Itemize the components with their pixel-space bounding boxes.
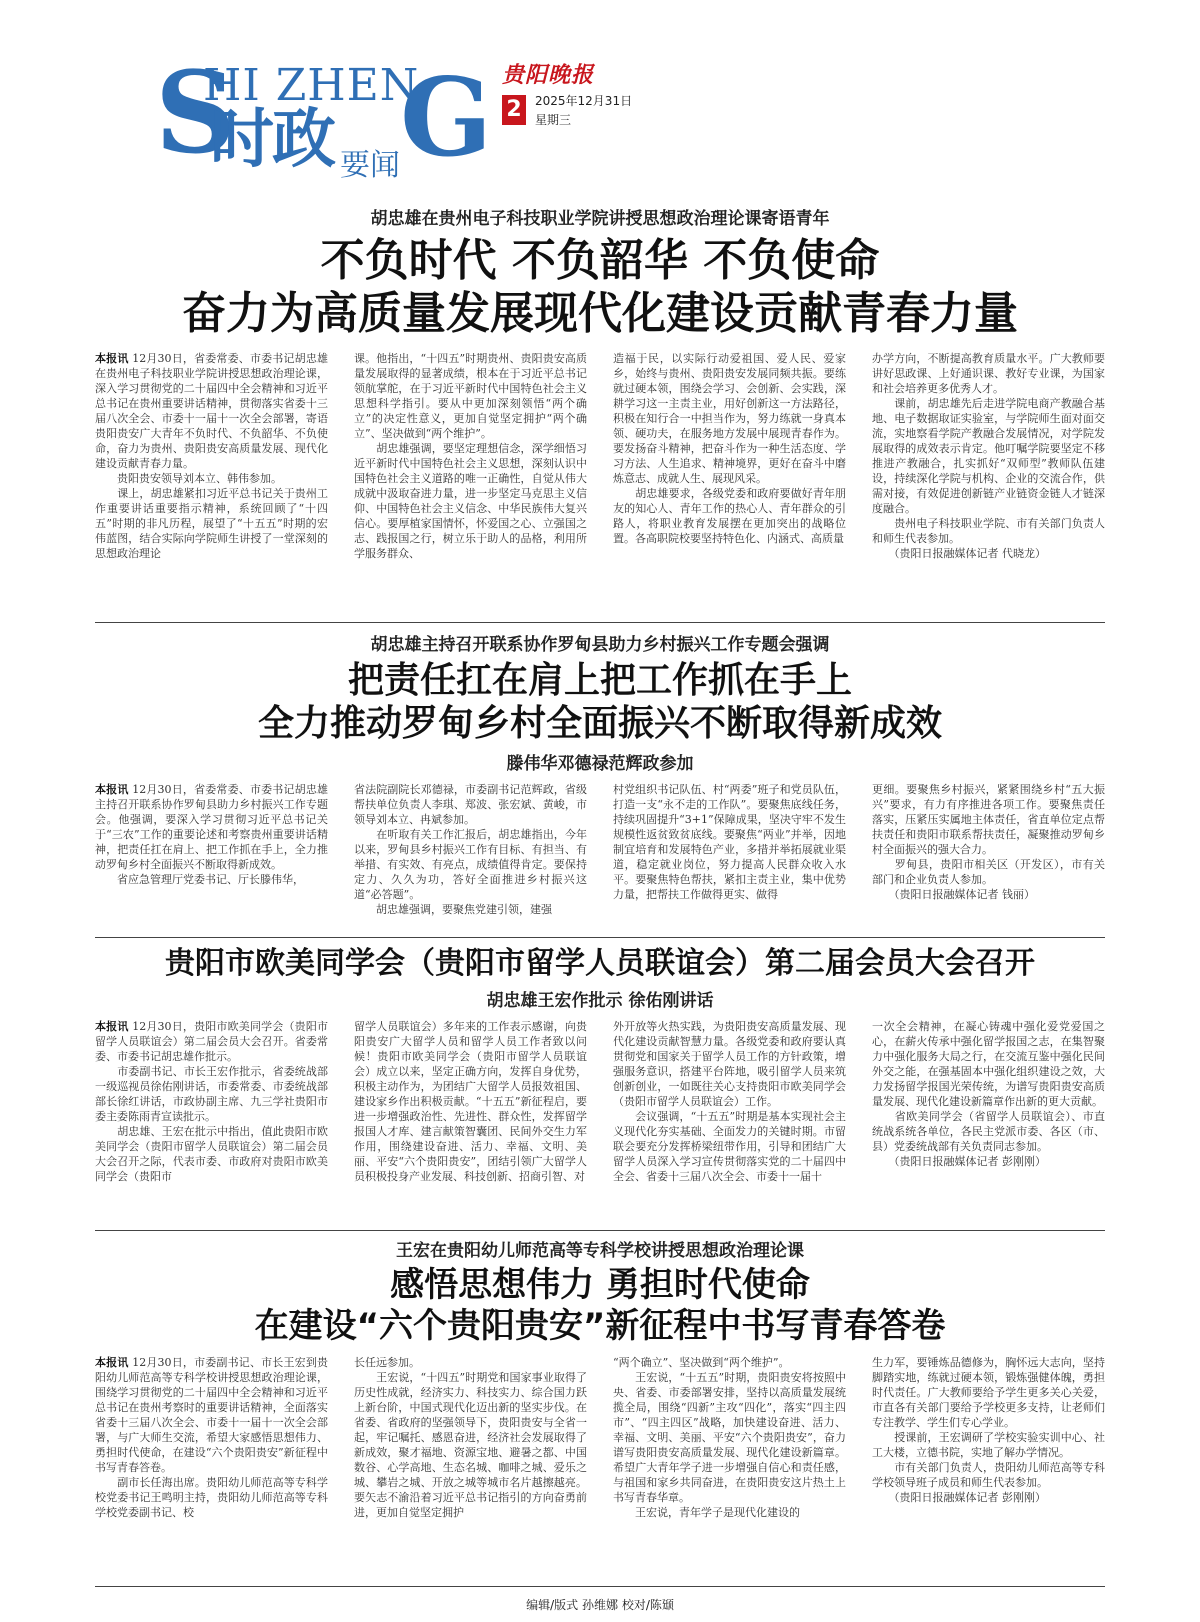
article-3: [95, 944, 1105, 1199]
issue-weekday: 星期三: [535, 113, 572, 127]
article-column: “两个确立”、坚决做到“两个维护”。 王宏说，“十五五”时期，贵阳贵安将按照中央、省委、市委部署安排，坚持以高质量发展统揽全局，围绕“四新”主攻“四化”，落实“四主四市”、“四主四区”战略，加快建设奋进、活力、幸福、文明、美丽、平安“六个贵阳贵安”，奋力谱写贵阳贵安高质量发展、现代化建设新篇章。希望广大青年学子进一步增强自信心和责任感，与祖国和家乡共同奋进，在贵阳贵安这片热土上书写青春华章。 王宏说，青年学子是现代化建设的: [613, 1355, 846, 1519]
article-headline-2: 奋力为高质量发展现代化建设贡献青春力量: [182, 287, 1018, 339]
article-headline-1: 感悟思想伟力 勇担时代使命: [390, 1265, 810, 1305]
article-column: 本报讯 12月30日，省委常委、市委书记胡忠雄主持召开联系协作罗甸县助力乡村振兴工作专题会。他强调，要深入学习贯彻习近平总书记关于“三农”工作的重要论述和考察贵州重要讲话精神，把责任扛在肩上、把工作抓在手上，全力推动罗甸乡村全面振兴不断取得新成效。 省应急管理厅党委书记、厅长滕伟华，: [95, 783, 328, 887]
article-headline-1: 把责任扛在肩上把工作抓在手上: [347, 660, 852, 701]
article-2: [95, 630, 1105, 917]
article-headline-1: 不负时代 不负韶华 不负使命: [320, 235, 880, 286]
article-column: 造福于民，以实际行动爱祖国、爱人民、爱家乡，始终与贵州、贵阳贵安发展同频共振。要练就过硬本领，围绕会学习、会创新、会实践，深耕学习这一主责主业，用好创新这一方法路径，积极在知行合一中担当作为，努力练就一身真本领、硬功夫，在服务地方发展中展现青春作为。要发扬奋斗精神，把奋斗作为一种生活态度、学习方法、人生追求、精神境界，更好在奋斗中磨炼意志、成就人生、展现风采。 胡忠雄要求，各级党委和政府要做好青年朋友的知心人、青年工作的热心人、青年群众的引路人，将职业教育发展摆在更加突出的战略位置。各高职院校要坚持特色化、内涵式、高质量: [613, 351, 846, 545]
article-subhead: 胡忠雄王宏作批示 徐佑刚讲话: [486, 991, 714, 1011]
section-subtitle: 要闻: [340, 148, 400, 183]
footer-divider: [95, 1586, 1105, 1587]
article-column: 本报讯 12月30日，贵阳市欧美同学会（贵阳市留学人员联谊会）第二届会员大会召开。省委常委、市委书记胡忠雄作批示。 市委副书记、市长王宏作批示，省委统战部一级巡视员徐佑刚讲话，市委常委、市委统战部部长徐红讲话，市政协副主席、九三学社贵阳市委主委陈雨青宣读批示。 胡忠雄、王宏在批示中指出，值此贵阳市欧美同学会（贵阳市留学人员联谊会）第二届会员大会召开之际，代表市委、市政府对贵阳市欧美同学会（贵阳市: [95, 1020, 328, 1183]
article-kicker: 胡忠雄在贵州电子科技职业学院讲授思想政治理论课寄语青年: [370, 209, 830, 229]
article-body: [95, 351, 1105, 591]
article-column: 本报讯 12月30日，省委常委、市委书记胡忠雄在贵州电子科技职业学院讲授思想政治理论课，深入学习贯彻党的二十届四中全会精神和习近平总书记在贵州重要讲话精神，贯彻落实省委十三届八次全会、市委十一届十一次全会部署，寄语贵阳贵安广大青年不负时代、不负韶华、不负使命，奋力为贵州、贵阳贵安高质量发展、现代化建设贡献青春力量。 贵阳贵安领导刘本立、韩伟参加。 课上，胡忠雄紧扣习近平总书记关于贵州工作重要讲话重要指示精神，系统回顾了“十四五”时期的非凡历程，展望了“十五五”时期的宏伟蓝图，结合实际向学院师生讲授了一堂深刻的思想政治理论: [95, 351, 328, 560]
article-4: [95, 1236, 1105, 1565]
article-kicker: 胡忠雄主持召开联系协作罗甸县助力乡村振兴工作专题会强调: [370, 635, 830, 655]
section-divider: [95, 937, 1105, 938]
article-kicker: 王宏在贵阳幼儿师范高等专科学校讲授思想政治理论课: [396, 1241, 804, 1261]
section-title: 时政: [210, 103, 334, 177]
article-headline-2: 在建设“六个贵阳贵安”新征程中书写青春答卷: [254, 1305, 946, 1346]
article-body: [95, 1355, 1105, 1565]
article-column: 更细。要聚焦乡村振兴，紧紧围绕乡村“五大振兴”要求，有力有序推进各项工作。要聚焦责任落实，压紧压实属地主体责任，省直单位定点帮扶责任和贵阳市联系帮扶责任，凝聚推动罗甸乡村全面振兴的强大合力。 罗甸县，贵阳市相关区（开发区），市有关部门和企业负责人参加。 （贵阳日报融媒体记者 钱丽）: [872, 783, 1105, 902]
article-subhead: 滕伟华邓德禄范辉政参加: [506, 754, 694, 775]
page-number-badge: 2: [502, 95, 526, 125]
masthead-latin-title: HI ZHEN: [203, 60, 420, 111]
article-column: 课。他指出，“十四五”时期贵州、贵阳贵安高质量发展取得的显著成绩，根本在于习近平总书记领航掌舵，在于习近平新时代中国特色社会主义思想科学指引。要从中更加深刻领悟“两个确立”的决定性意义，更加自觉坚定拥护“两个确立”、坚决做到“两个维护”。 胡忠雄强调，要坚定理想信念，深学细悟习近平新时代中国特色社会主义思想，深刻认识中国特色社会主义道路的唯一正确性，自觉从伟大成就中汲取奋进力量，进一步坚定马克思主义信仰、中国特色社会主义信念、中华民族伟大复兴信心。要厚植家国情怀，怀爱国之心、立强国之志、践报国之行，树立乐于助人的品格，利用所学服务群众、: [354, 351, 587, 560]
issue-date: 2025年12月31日: [535, 94, 633, 108]
article-body: [95, 782, 1105, 917]
masthead: [0, 0, 1200, 200]
article-headline-2: 全力推动罗甸乡村全面振兴不断取得新成效: [257, 703, 942, 745]
masthead-letter-s: S: [155, 48, 236, 179]
article-headline-1: 贵阳市欧美同学会（贵阳市留学人员联谊会）第二届会员大会召开: [165, 946, 1035, 981]
article-column: 生力军，要锤炼品德修为，胸怀远大志向，坚持脚踏实地，练就过硬本领，锻炼强健体魄，勇担时代责任。广大教师要给予学生更多关心关爱，市直各有关部门要给予学校更多支持，让老师们专注教学、学生们专心学业。 授课前，王宏调研了学校实验实训中心、社工大楼，立德书院，实地了解办学情况。 市有关部门负责人，贵阳幼儿师范高等专科学校领导班子成员和师生代表参加。 （贵阳日报融媒体记者 彭刚刚）: [872, 1355, 1105, 1504]
article-column: 村党组织书记队伍、村“两委”班子和党员队伍，打造一支“永不走的工作队”。要聚焦底线任务，持续巩固提升“3+1”保障成果，坚决守牢不发生规模性返贫致贫底线。要聚焦“两业”并举，因地制宜培育和发展特色产业，多措并举拓展就业渠道，稳定就业岗位，努力提高人民群众收入水平。要聚焦特色帮扶，紧扣主责主业，集中优势力量，把帮扶工作做得更实、做得: [613, 783, 846, 902]
article-column: 外开放等火热实践，为贵阳贵安高质量发展、现代化建设贡献智慧力量。各级党委和政府要认真贯彻党和国家关于留学人员工作的方针政策，增强服务意识，搭建平台阵地，吸引留学人员来筑创新创业，一如既往关心支持贵阳市欧美同学会（贵阳市留学人员联谊会）工作。 会议强调，“十五五”时期是基本实现社会主义现代化夯实基础、全面发力的关键时期。市留联会要充分发挥桥梁纽带作用，引导和团结广大留学人员深入学习宣传贯彻落实党的二十届四中全会、省委十三届八次全会、市委十一届十: [613, 1020, 846, 1183]
article-column: 留学人员联谊会）多年来的工作表示感谢，向贵阳贵安广大留学人员和留学人员工作者致以问候！贵阳市欧美同学会（贵阳市留学人员联谊会）成立以来，坚定正确方向，发挥自身优势，积极主动作为，为团结广大留学人员报效祖国、建设家乡作出积极贡献。“十五五”新征程启，要进一步增强政治性、先进性、群众性，发挥留学报国人才库、建言献策智囊团、民间外交生力军作用，围绕建设奋进、活力、幸福、文明、美丽、平安“六个贵阳贵安”，团结引领广大留学人员积极投身产业发展、科技创新、招商引智、对: [354, 1020, 587, 1183]
article-column: 一次全会精神，在凝心铸魂中强化爱党爱国之心，在薪火传承中强化留学报国之志，在集智聚力中强化服务大局之行，在交流互鉴中强化民间外交之能，在强基固本中强化组织建设之效，大力发扬留学报国光荣传统，为谱写贵阳贵安高质量发展、现代化建设新篇章作出新的更大贡献。 省欧美同学会（省留学人员联谊会）、市直统战系统各单位，各民主党派市委、各区（市、县）党委统战部有关负责同志参加。 （贵阳日报融媒体记者 彭刚刚）: [872, 1020, 1105, 1168]
section-divider: [95, 622, 1105, 623]
newspaper-brand-logo: 贵阳晚报: [502, 62, 595, 88]
article-column: 办学方向，不断提高教育质量水平。广大教师要讲好思政课、上好通识课、教好专业课，为国家和社会培养更多优秀人才。 课前，胡忠雄先后走进学院电商产教融合基地、电子数据取证实验室，与学院师生面对面交流，实地察看学院产教融合发展情况，对学院发展取得的成效表示肯定。他叮嘱学院要坚定不移推进产教融合，扎实抓好“双师型”教师队伍建设，持续深化学院与机构、企业的交流合作，供需对接，有效促进创新链产业链资金链人才链深度融合。 贵州电子科技职业学院、市有关部门负责人和师生代表参加。 （贵阳日报融媒体记者 代晓龙）: [872, 351, 1105, 560]
article-column: 长任远参加。 王宏说，“十四五”时期党和国家事业取得了历史性成就，经济实力、科技实力、综合国力跃上新台阶，中国式现代化迈出新的坚实步伐。在省委、省政府的坚强领导下，贵阳贵安与全省一起，牢记嘱托、感恩奋进，经济社会发展取得了新成效，聚才福地、资源宝地、避暑之都、中国数谷、心学高地、生态名城、咖啡之城、爱乐之城、攀岩之城、开放之城等城市名片越擦越亮。要矢志不渝沿着习近平总书记指引的方向奋勇前进，更加自觉坚定拥护: [354, 1355, 587, 1519]
section-divider: [95, 1230, 1105, 1231]
article-column: 本报讯 12月30日，市委副书记、市长王宏到贵阳幼儿师范高等专科学校讲授思想政治理论课，围绕学习贯彻党的二十届四中全会精神和习近平总书记在贵州考察时的重要讲话精神，全面落实省委十三届八次全会、市委十一届十一次全会部署，与广大师生交流，希望大家感悟思想伟力、勇担时代使命，在建设“六个贵阳贵安”新征程中书写青春答卷。 副市长任海出席。贵阳幼儿师范高等专科学校党委书记王鸣明主持，贵阳幼儿师范高等专科学校党委副书记、校: [95, 1355, 328, 1519]
article-body: [95, 1019, 1105, 1199]
page-footer-credits: 编辑/版式 孙维娜 校对/陈颋: [526, 1598, 674, 1612]
article-column: 省法院副院长邓德禄，市委副书记范辉政，省级帮扶单位负责人李琪、郑波、张宏斌、黄峻，市领导刘本立、冉斌参加。 在听取有关工作汇报后，胡忠雄指出，今年以来，罗甸县乡村振兴工作有目标、有担当、有举措、有实效、有亮点，成绩值得肯定。要保持定力、久久为功，答好全面推进乡村振兴这道“必答题”。 胡忠雄强调，要聚焦党建引领，建强: [354, 783, 587, 917]
article-1: [95, 204, 1105, 591]
masthead-letter-g: G: [400, 55, 493, 181]
